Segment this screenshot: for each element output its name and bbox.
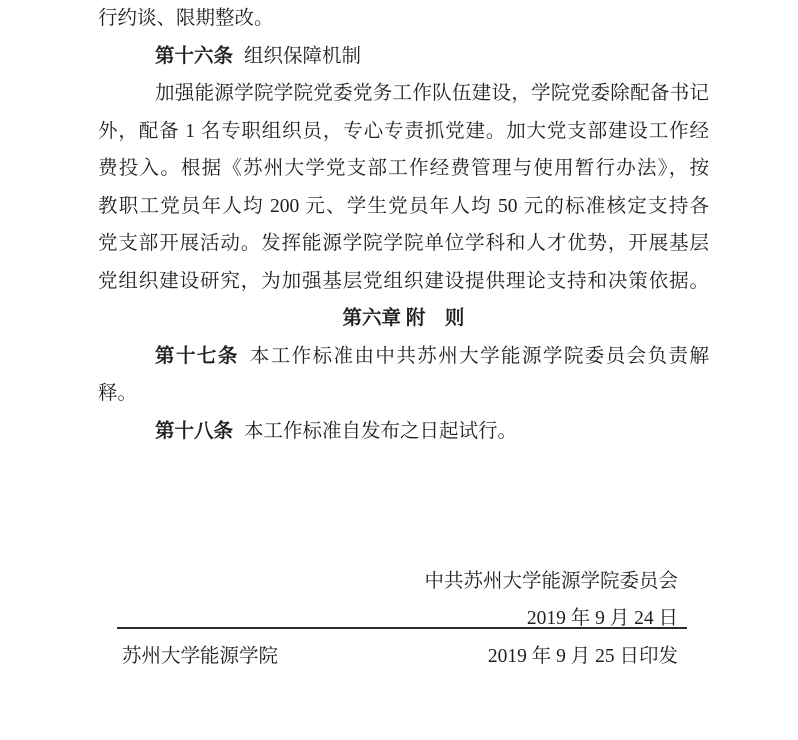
footer-separator-line	[117, 627, 687, 629]
article-17-number: 第十七条	[155, 345, 239, 367]
carryover-paragraph-line: 行约谈、限期整改。	[98, 8, 274, 29]
footer-row	[98, 638, 709, 676]
paragraph-16-line-2: 外，配备 1 名专职组织员，专心专责抓党建。加大党支部建设工作经	[98, 120, 709, 142]
blank-space	[98, 450, 709, 563]
paragraph-16-line-3: 费投入。根据《苏州大学党支部工作经费管理与使用暂行办法》，按	[98, 158, 709, 179]
footer-print-date: 2019 年 9 月 25 日印发	[487, 645, 678, 667]
chapter-6-heading: 第六章 附 则	[342, 308, 465, 329]
article-16-number: 第十六条	[155, 45, 234, 67]
article-17-line-2: 释。	[98, 383, 138, 404]
paragraph-16-line-5: 党支部开展活动。发挥能源学院学院单位学科和人才优势，开展基层	[98, 233, 709, 254]
signature-committee: 中共苏州大学能源学院委员会	[424, 570, 678, 592]
document-body	[98, 0, 709, 675]
article-16-heading	[98, 38, 709, 76]
paragraph-16-line-1: 加强能源学院学院党委党务工作队伍建设，学院党委除配备书记	[155, 83, 709, 104]
signature-date: 2019 年 9 月 24 日	[526, 608, 678, 629]
paragraph-16-line-4: 教职工党员年人均 200 元、学生党员年人均 50 元的标准核定支持各	[98, 195, 709, 217]
article-16-title: 组织保障机制	[244, 45, 362, 67]
footer-issuer: 苏州大学能源学院	[122, 645, 279, 667]
article-18-text: 本工作标准自发布之日起试行。	[244, 420, 518, 442]
article-17-line-1	[98, 338, 709, 376]
article-18-line	[98, 413, 709, 451]
article-17-text: 本工作标准由中共苏州大学能源学院委员会负责解	[249, 345, 709, 367]
paragraph-16-line-6: 党组织建设研究，为加强基层党组织建设提供理论支持和决策依据。	[98, 270, 709, 292]
article-18-number: 第十八条	[155, 420, 234, 442]
